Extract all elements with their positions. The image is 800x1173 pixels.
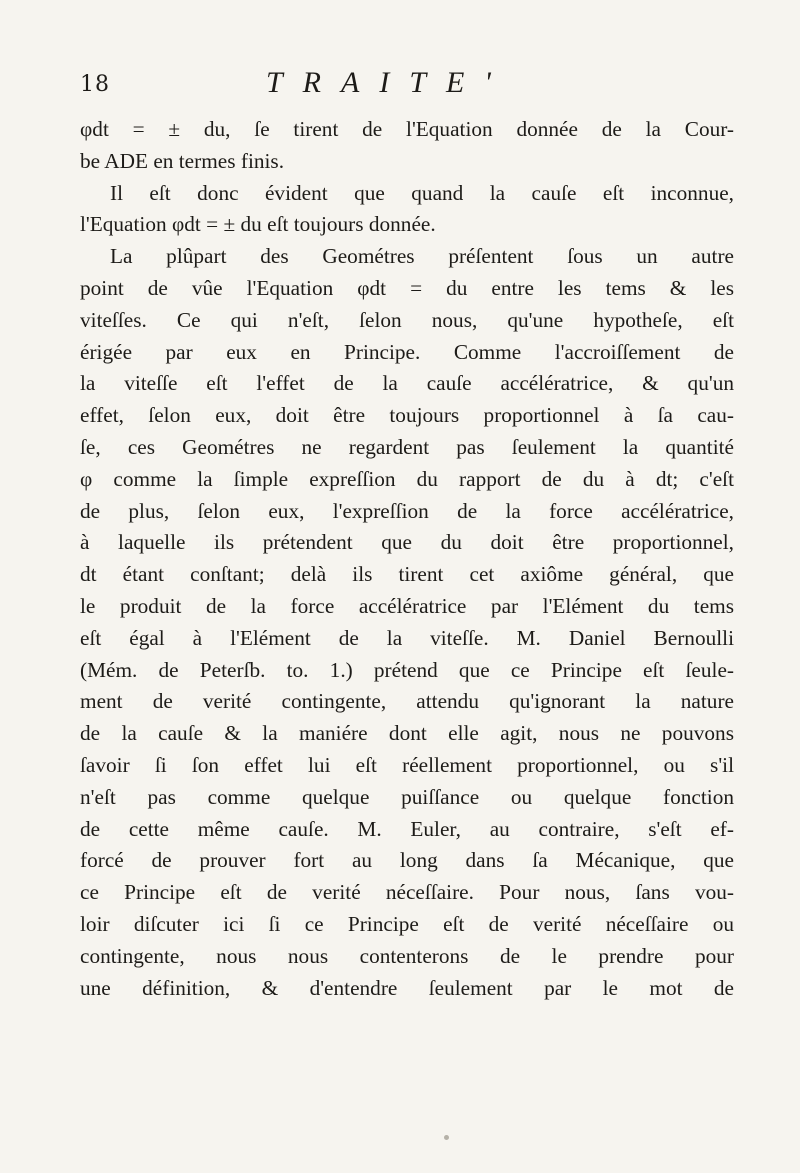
text-line: effet, ſelon eux, doit être toujours proportionnel à ſa cau- bbox=[80, 403, 734, 428]
text-line: φdt = ± du, ſe tirent de l'Equation donnée de la Cour- bbox=[80, 117, 734, 141]
text-line: ſe, ces Geométres ne regardent pas ſeulement la quantité bbox=[80, 434, 734, 459]
text-line: ment de verité contingente, attendu qu'ignorant la nature bbox=[80, 689, 734, 714]
text-line: be ADE en termes finis. bbox=[80, 148, 285, 173]
text-line: ſavoir ſi ſon effet lui eſt réellement proportionnel, ou s'il bbox=[80, 752, 734, 777]
page-header bbox=[80, 66, 734, 114]
text-line: n'eſt pas comme quelque puiſſance ou quelque fonction bbox=[80, 784, 734, 809]
text-line: de plus, ſelon eux, l'expreſſion de la force accélératrice, bbox=[80, 498, 734, 523]
page-number: 18 bbox=[80, 72, 110, 97]
text-line: contingente, nous nous contenterons de le prendre pour bbox=[80, 943, 734, 968]
text-line: ce Principe eſt de verité néceſſaire. Pour nous, ſans vou- bbox=[80, 880, 734, 905]
text-line: φ comme la ſimple expreſſion du rapport de du à dt; c'eſt bbox=[80, 466, 734, 491]
paper-speck bbox=[444, 1135, 449, 1140]
text-line: La plûpart des Geométres préſentent ſous un autre bbox=[110, 244, 734, 269]
text-line: de la cauſe & la maniére dont elle agit, nous ne pouvons bbox=[80, 721, 734, 746]
text-line: l'Equation φdt = ± du eſt toujours donnée. bbox=[80, 212, 436, 237]
text-line: une définition, & d'entendre ſeulement par le mot de bbox=[80, 975, 734, 1000]
text-line: le produit de la force accélératrice par l'Elément du tems bbox=[80, 593, 734, 618]
running-title: TRAITE' bbox=[266, 66, 511, 99]
text-line: dt étant conſtant; delà ils tirent cet axiôme général, que bbox=[80, 562, 734, 587]
text-line: viteſſes. Ce qui n'eſt, ſelon nous, qu'une hypotheſe, eſt bbox=[80, 307, 734, 332]
text-line: loir diſcuter ici ſi ce Principe eſt de verité néceſſaire ou bbox=[80, 911, 734, 936]
text-line: eſt égal à l'Elément de la viteſſe. M. Daniel Bernoulli bbox=[80, 625, 734, 650]
text-line: (Mém. de Peterſb. to. 1.) prétend que ce Principe eſt ſeule- bbox=[80, 657, 734, 682]
text-line: la viteſſe eſt l'effet de la cauſe accélératrice, & qu'un bbox=[80, 371, 734, 396]
text-line: forcé de prouver fort au long dans ſa Mécanique, que bbox=[80, 848, 734, 873]
text-line: de cette même cauſe. M. Euler, au contraire, s'eſt ef- bbox=[80, 816, 734, 841]
text-line: Il eſt donc évident que quand la cauſe eſt inconnue, bbox=[110, 180, 734, 205]
text-line: à laquelle ils prétendent que du doit être proportionnel, bbox=[80, 530, 734, 555]
text-line: point de vûe l'Equation φdt = du entre les tems & les bbox=[80, 275, 734, 300]
body-text bbox=[80, 114, 734, 1004]
text-line: érigée par eux en Principe. Comme l'accroiſſement de bbox=[80, 339, 734, 364]
